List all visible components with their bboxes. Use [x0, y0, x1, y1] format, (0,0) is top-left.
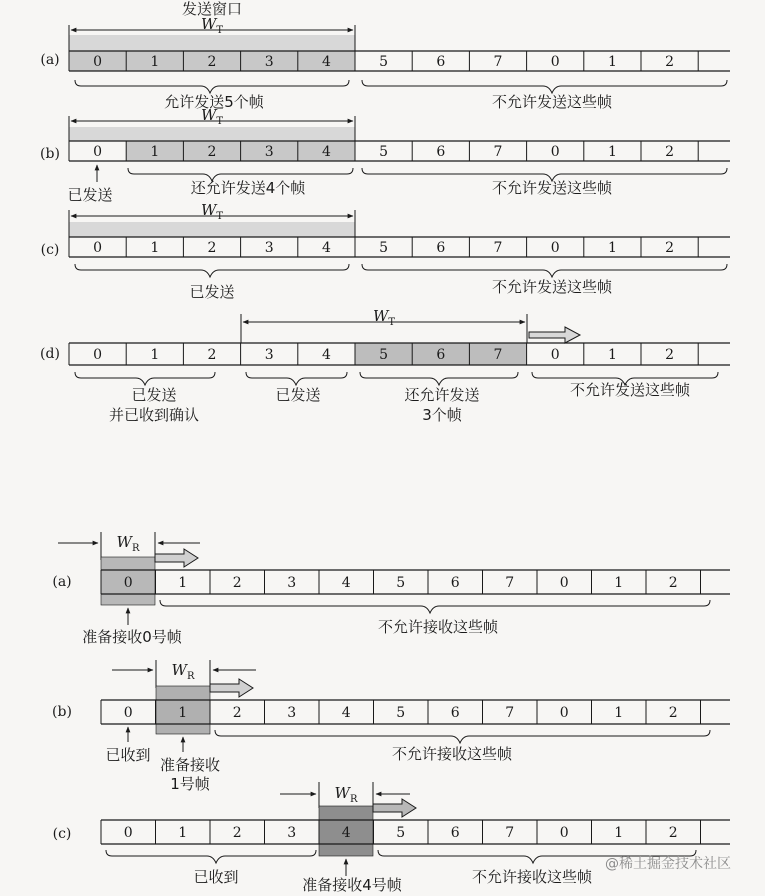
frame-number: 5	[379, 240, 389, 256]
frame-number: 5	[396, 575, 406, 591]
window-shade	[69, 35, 355, 51]
frame-number: 6	[436, 54, 446, 70]
frame-number: 4	[341, 825, 351, 841]
brace	[75, 264, 349, 277]
frame-number: 2	[207, 54, 217, 70]
sent-label: 已发送	[67, 186, 113, 204]
frame-number: 6	[436, 240, 446, 256]
row-marker: (a)	[40, 52, 60, 68]
frame-number: 3	[264, 144, 274, 160]
not-allowed-label: 不允许发送这些帧	[491, 278, 613, 296]
frame-number: 2	[665, 54, 675, 70]
frame-number: 7	[493, 347, 503, 363]
frame-strip	[101, 570, 730, 594]
sender-window-title: 发送窗口	[181, 0, 243, 18]
brace	[362, 264, 727, 277]
ready-label-1: 准备接收	[159, 756, 221, 774]
not-allowed-label: 不允许发送这些帧	[569, 381, 691, 399]
row-marker: (b)	[40, 146, 60, 162]
row-marker: (d)	[40, 346, 60, 362]
frame-number: 7	[505, 825, 515, 841]
window-size-label: $W_R$	[171, 661, 195, 682]
row-marker: (c)	[40, 242, 60, 258]
window-size-label: $W_T$	[200, 201, 224, 222]
frame-number: 1	[607, 144, 617, 160]
receiver-section	[52, 532, 730, 894]
sent-acked-label-2: 并已收到确认	[108, 406, 200, 424]
frame-number: 1	[178, 705, 188, 721]
window-slide-arrow	[210, 679, 253, 697]
window-slide-arrow	[529, 327, 580, 343]
receiver-row-a	[52, 532, 730, 646]
frame-number: 1	[607, 347, 617, 363]
frame-number: 6	[450, 705, 460, 721]
not-allowed-label: 不允许接收这些帧	[471, 868, 593, 886]
frame-number: 0	[93, 347, 103, 363]
frame-number: 6	[450, 825, 460, 841]
frame-number: 0	[559, 825, 569, 841]
watermark: @稀土掘金技术社区	[605, 856, 731, 872]
sent-acked-label-1: 已发送	[131, 386, 177, 404]
frame-number: 5	[396, 825, 406, 841]
frame-number: 1	[150, 54, 160, 70]
ready-label: 准备接收4号帧	[302, 876, 402, 894]
window-slide-arrow	[373, 799, 416, 817]
frame-number: 7	[493, 54, 503, 70]
sent-label: 已发送	[275, 386, 321, 404]
frame-number: 4	[321, 240, 331, 256]
frame-number: 1	[607, 240, 617, 256]
frame-number: 7	[505, 705, 515, 721]
frame-strip	[101, 820, 730, 844]
frame-number: 3	[264, 240, 274, 256]
sent-label: 已发送	[189, 283, 235, 301]
frame-number: 6	[450, 575, 460, 591]
frame-number: 0	[93, 144, 103, 160]
not-allowed-label: 不允许发送这些帧	[491, 93, 613, 111]
row-marker: (a)	[52, 574, 72, 590]
frame-number: 1	[178, 575, 188, 591]
window-size-label: $W_T$	[372, 307, 396, 328]
not-allowed-label: 不允许接收这些帧	[391, 745, 513, 763]
frame-number: 4	[321, 144, 331, 160]
frame-number: 7	[493, 144, 503, 160]
frame-number: 2	[232, 825, 242, 841]
sender-section	[40, 0, 730, 424]
frame-number: 4	[341, 705, 351, 721]
frame-number: 3	[264, 347, 274, 363]
window-size-label: $W_R$	[116, 533, 140, 554]
ready-label: 准备接收0号帧	[82, 628, 182, 646]
still-allowed-label-1: 还允许发送	[404, 386, 480, 404]
frame-number: 5	[396, 705, 406, 721]
received-label: 已收到	[105, 746, 151, 764]
frame-number: 3	[287, 575, 297, 591]
frame-number: 6	[436, 144, 446, 160]
frame-number: 1	[614, 705, 624, 721]
frame-number: 2	[207, 240, 217, 256]
received-label: 已收到	[193, 868, 239, 886]
frame-number: 5	[379, 54, 389, 70]
frame-number: 0	[93, 240, 103, 256]
frame-number: 2	[668, 705, 678, 721]
window-shade	[69, 222, 355, 237]
window-size-label: $W_R$	[334, 784, 358, 805]
frame-number: 2	[665, 347, 675, 363]
frame-number: 3	[287, 825, 297, 841]
not-allowed-label: 不允许接收这些帧	[377, 618, 499, 636]
frame-strip	[69, 237, 730, 257]
frame-number: 5	[379, 144, 389, 160]
frame-number: 3	[287, 705, 297, 721]
frame-number: 2	[665, 240, 675, 256]
brace	[75, 80, 349, 93]
frame-number: 2	[207, 144, 217, 160]
frame-number: 1	[150, 240, 160, 256]
frame-number: 4	[321, 54, 331, 70]
frame-number: 0	[559, 705, 569, 721]
allowed-label: 允许发送5个帧	[164, 93, 264, 111]
frame-number: 0	[550, 54, 560, 70]
frame-number: 2	[668, 575, 678, 591]
frame-number: 1	[178, 825, 188, 841]
brace	[106, 850, 316, 863]
sender-row-c	[41, 201, 730, 301]
frame-number: 3	[264, 54, 274, 70]
frame-number: 0	[550, 240, 560, 256]
still-allowed-label: 还允许发送4个帧	[190, 179, 306, 197]
frame-number: 2	[665, 144, 675, 160]
sender-row-b	[40, 106, 730, 204]
row-marker: (b)	[52, 704, 72, 720]
brace	[246, 372, 347, 385]
frame-number: 7	[493, 240, 503, 256]
frame-number: 2	[232, 575, 242, 591]
frame-number: 1	[150, 144, 160, 160]
frame-number: 4	[321, 347, 331, 363]
frame-number: 0	[550, 347, 560, 363]
frame-number: 1	[614, 825, 624, 841]
frame-number: 0	[123, 705, 133, 721]
window-slide-arrow	[155, 549, 198, 567]
not-allowed-label: 不允许发送这些帧	[491, 179, 613, 197]
window-size-label: $W_T$	[200, 15, 224, 36]
frame-number: 5	[379, 347, 389, 363]
window-size-label: $W_T$	[200, 106, 224, 127]
frame-number: 2	[207, 347, 217, 363]
frame-number: 0	[123, 825, 133, 841]
frame-number: 0	[559, 575, 569, 591]
frame-number: 0	[123, 575, 133, 591]
frame-number: 1	[150, 347, 160, 363]
still-allowed-label-2: 3个帧	[422, 406, 462, 424]
receiver-row-b	[52, 660, 730, 793]
sender-row-d	[40, 307, 730, 424]
frame-number: 1	[614, 575, 624, 591]
brace	[360, 372, 518, 385]
frame-number: 7	[505, 575, 515, 591]
frame-number: 0	[550, 144, 560, 160]
frame-number: 2	[232, 705, 242, 721]
frame-number: 6	[436, 347, 446, 363]
brace	[362, 80, 727, 93]
frame-number: 2	[668, 825, 678, 841]
window-shade	[69, 127, 355, 141]
sender-row-a	[40, 15, 730, 111]
brace	[215, 730, 710, 743]
frame-number: 4	[341, 575, 351, 591]
frame-number: 1	[607, 54, 617, 70]
brace	[160, 600, 710, 613]
row-marker: (c)	[52, 826, 72, 842]
receiver-row-c	[53, 782, 730, 894]
frame-number: 0	[93, 54, 103, 70]
ready-label-2: 1号帧	[170, 775, 210, 793]
brace	[75, 372, 215, 385]
